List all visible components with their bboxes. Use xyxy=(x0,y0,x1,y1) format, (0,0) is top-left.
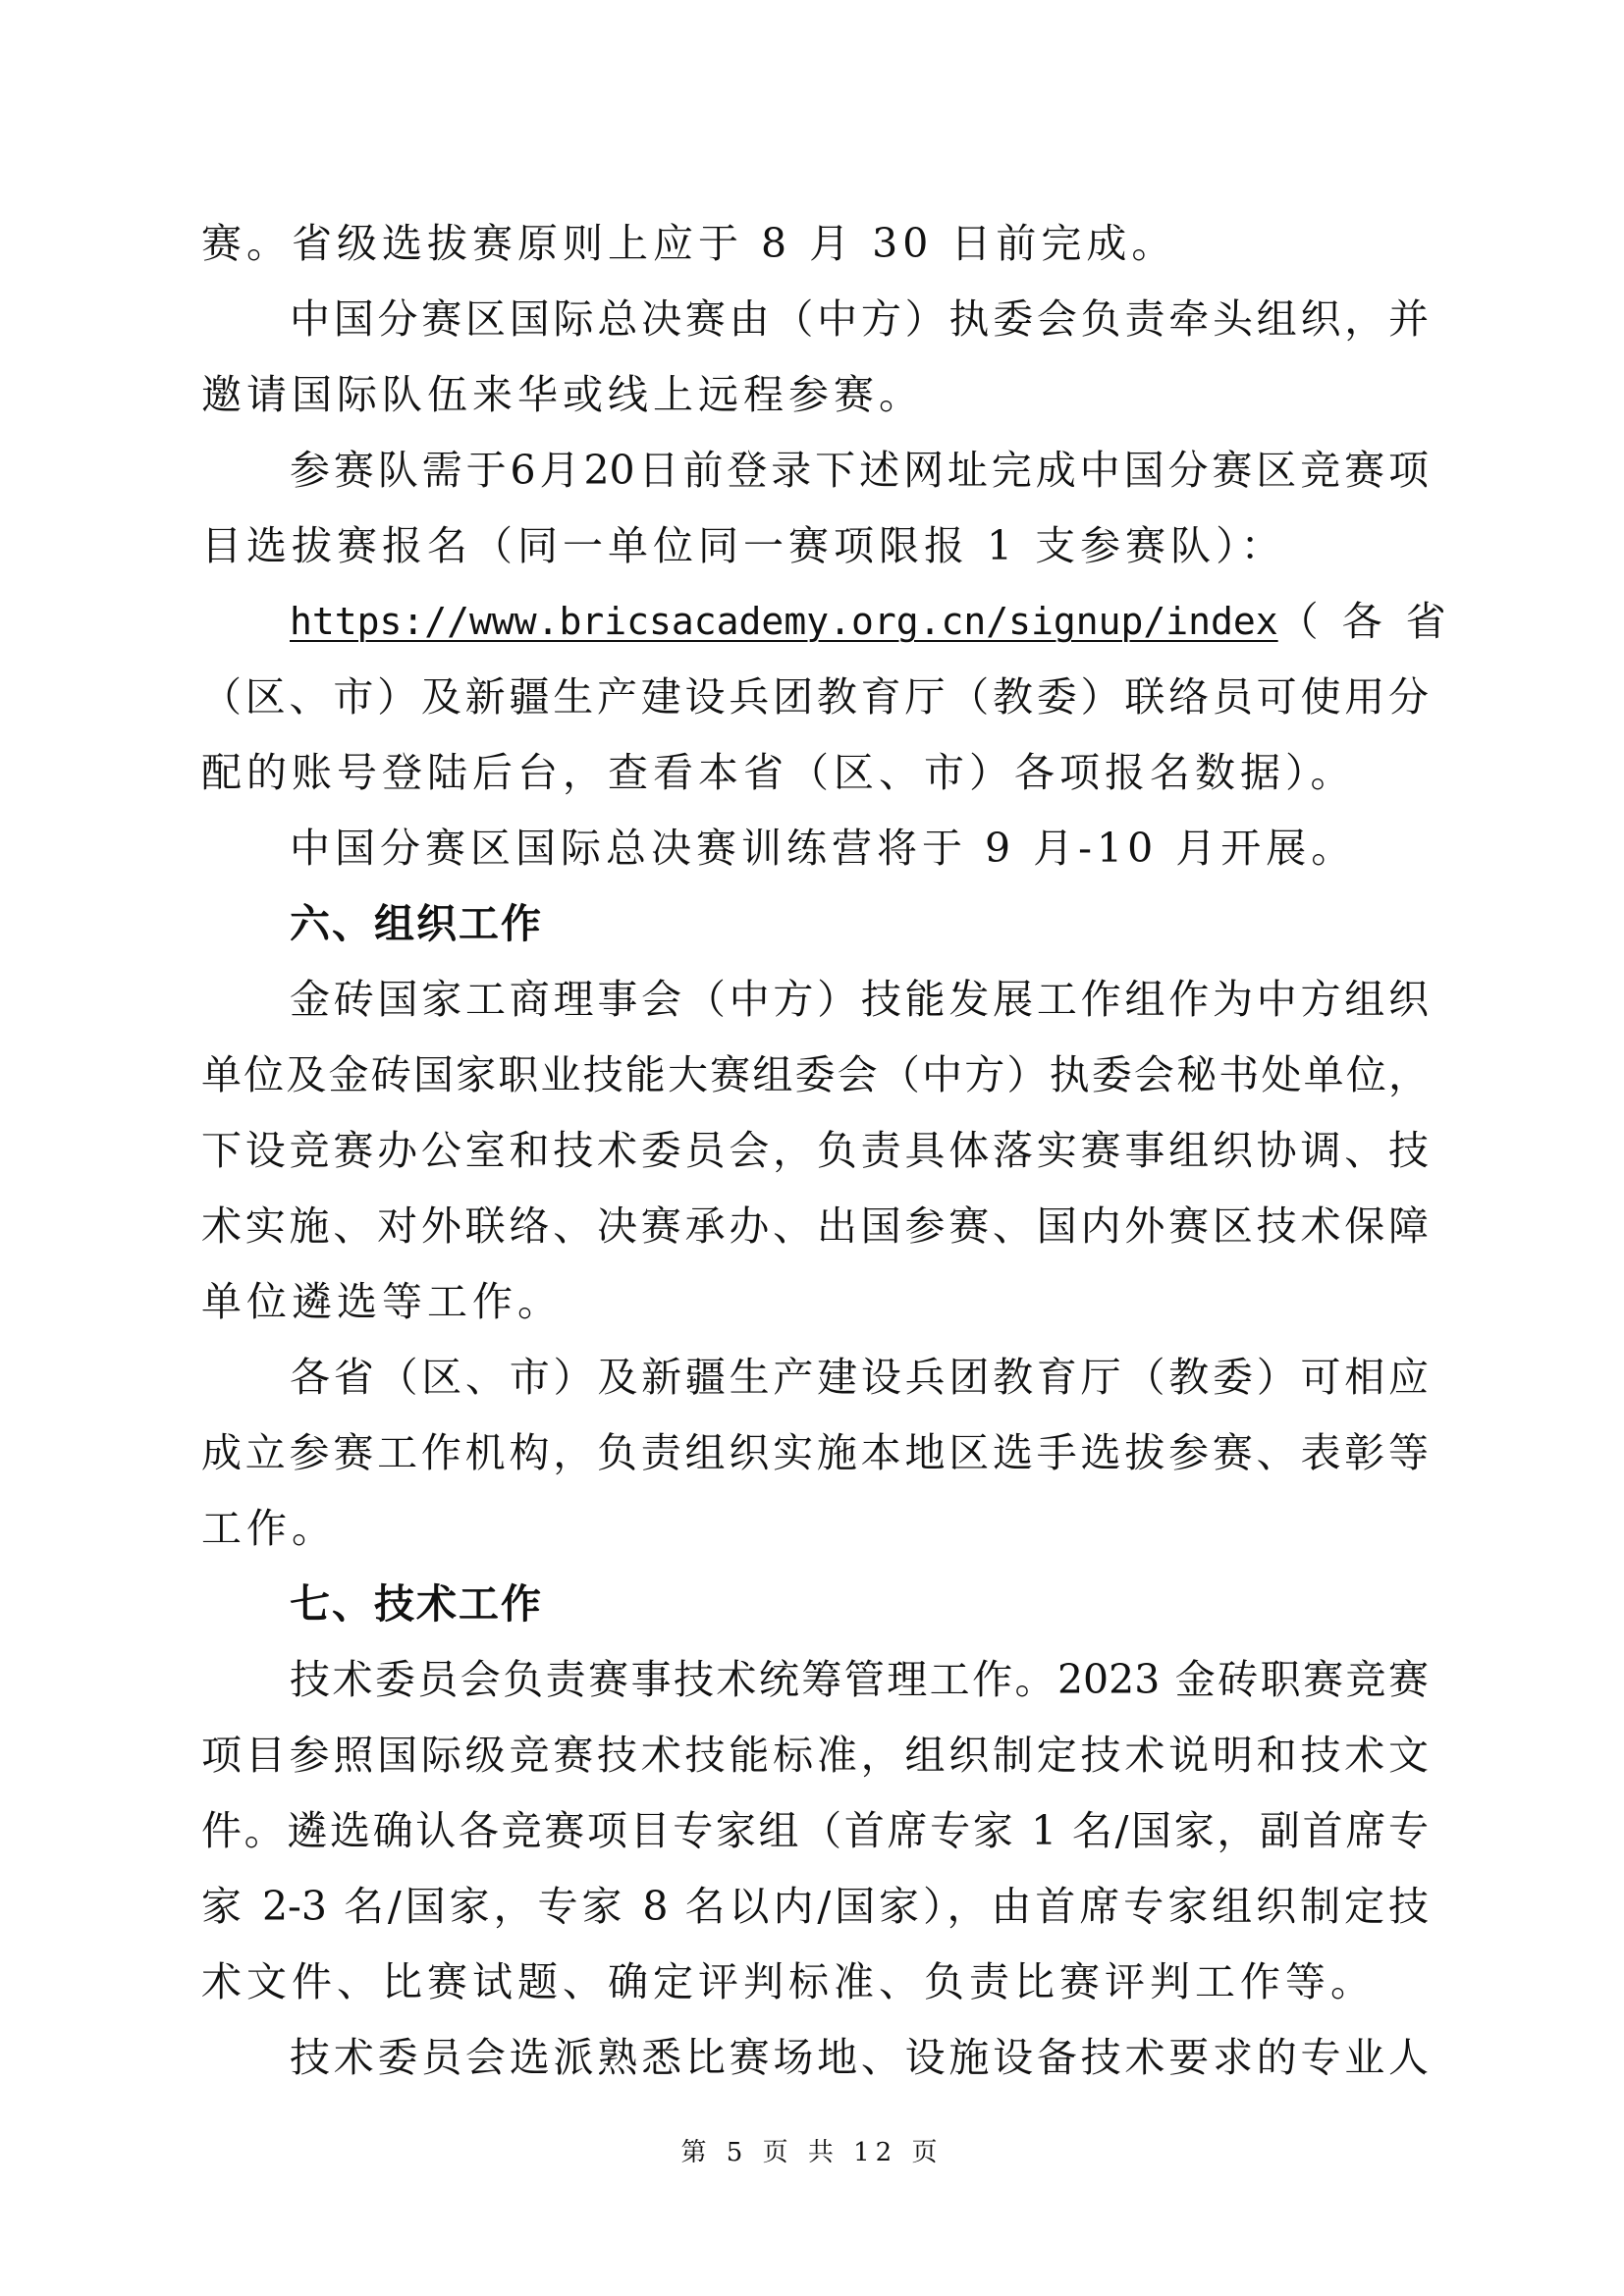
paragraph-line: 术实施、对外联络、决赛承办、出国参赛、国内外赛区技术保障 xyxy=(201,1202,1429,1250)
paragraph-line: （区、市）及新疆生产建设兵团教育厅（教委）联络员可使用分 xyxy=(201,673,1429,721)
paragraph-line: 项目参照国际级竞赛技术技能标准，组织制定技术说明和技术文 xyxy=(201,1732,1429,1779)
paragraph-line: 下设竞赛办公室和技术委员会，负责具体落实赛事组织协调、技 xyxy=(201,1127,1429,1174)
document-body xyxy=(201,206,1470,2096)
paragraph-line: 单位遴选等工作。 xyxy=(201,1278,563,1325)
paragraph-line: 工作。 xyxy=(201,1505,337,1552)
paragraph-line: 各省（区、市）及新疆生产建设兵团教育厅（教委）可相应 xyxy=(290,1354,1429,1401)
paragraph-line: 配的账号登陆后台，查看本省（区、市）各项报名数据）。 xyxy=(201,749,1356,796)
signup-url-link[interactable]: https://www.bricsacademy.org.cn/signup/index xyxy=(290,600,1278,643)
section-heading-technical: 七、技术工作 xyxy=(290,1580,543,1628)
paragraph-line: 成立参赛工作机构，负责组织实施本地区选手选拔参赛、表彰等 xyxy=(201,1429,1429,1476)
paragraph-line: 中国分赛区国际总决赛由（中方）执委会负责牵头组织，并 xyxy=(290,295,1429,343)
paragraph-line: 参赛队需于6月20日前登录下述网址完成中国分赛区竞赛项 xyxy=(290,447,1429,494)
paragraph-line: 技术委员会选派熟悉比赛场地、设施设备技术要求的专业人 xyxy=(290,2034,1429,2081)
paragraph-line: 目选拔赛报名（同一单位同一赛项限报 1 支参赛队）： xyxy=(201,522,1286,569)
paragraph-line: 金砖国家工商理事会（中方）技能发展工作组作为中方组织 xyxy=(290,976,1429,1023)
paragraph-line: 家 2-3 名/国家，专家 8 名以内/国家），由首席专家组织制定技 xyxy=(201,1883,1429,1930)
paragraph-line: 单位及金砖国家职业技能大赛组委会（中方）执委会秘书处单位， xyxy=(201,1051,1429,1098)
paragraph-line: 中国分赛区国际总决赛训练营将于 9 月-10 月开展。 xyxy=(290,825,1357,872)
paragraph-line: 赛。省级选拔赛原则上应于 8 月 30 日前完成。 xyxy=(201,220,1177,267)
paragraph-line: 术文件、比赛试题、确定评判标准、负责比赛评判工作等。 xyxy=(201,1958,1376,2005)
signup-url-line xyxy=(201,584,1470,660)
page-number-footer: 第 5 页 共 12 页 xyxy=(680,2138,944,2167)
section-heading-organization: 六、组织工作 xyxy=(290,900,543,947)
paragraph-line: 技术委员会负责赛事技术统筹管理工作。2023 金砖职赛竞赛 xyxy=(290,1656,1429,1703)
paragraph-line: 邀请国际队伍来华或线上远程参赛。 xyxy=(201,371,924,418)
url-suffix-text: （各省 xyxy=(1277,598,1470,645)
paragraph-line: 件。遴选确认各竞赛项目专家组（首席专家 1 名/国家，副首席专 xyxy=(201,1807,1429,1854)
